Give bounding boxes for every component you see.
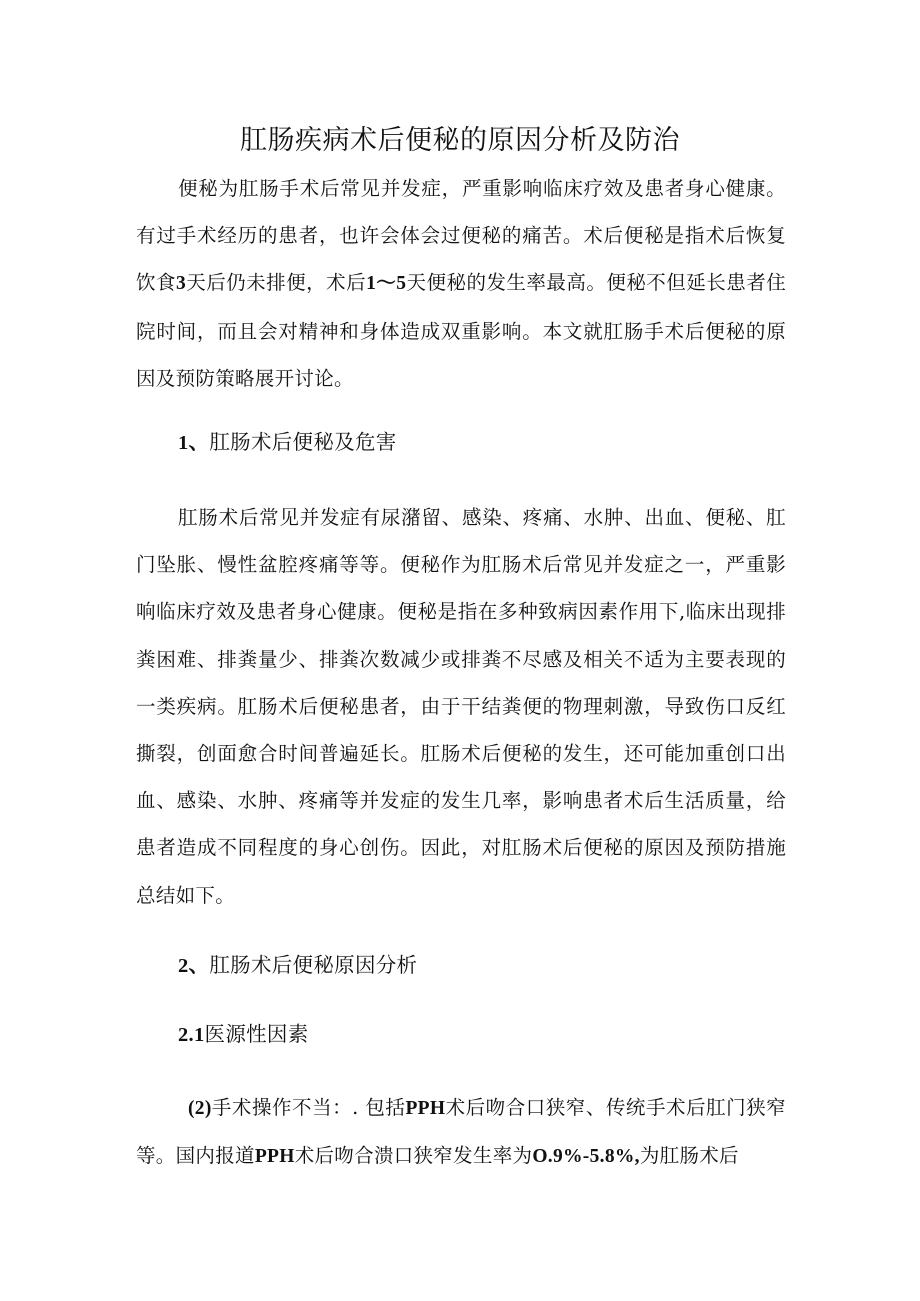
item-2-paragraph xyxy=(136,1084,786,1180)
subsection-2-1-title: 医源性因素 xyxy=(204,1022,309,1046)
subsection-2-1-heading xyxy=(178,1017,309,1047)
intro-paragraph xyxy=(136,165,786,402)
item-2-text-4: 为肛肠术后 xyxy=(639,1144,739,1168)
section-2-heading xyxy=(178,948,417,978)
item-2-text-3: 术后吻合溃口狭窄发生率为 xyxy=(294,1144,533,1168)
section-1-heading xyxy=(178,425,397,455)
item-2-pph-1: PPH xyxy=(405,1098,446,1119)
intro-text-1: 便秘为肛肠手术后常见并发症，严重影响临床疗效及患者身心健康。有过手术经历的患者，也许会体会过便秘的痛苦。术后便秘是指术后恢复饮食 xyxy=(136,177,786,295)
item-2-pph-2: PPH xyxy=(254,1146,295,1168)
intro-number-days: 3 xyxy=(175,273,187,295)
section-1-number: 1、 xyxy=(178,432,210,454)
intro-number-range: 1～5 xyxy=(366,273,407,295)
section-2-number: 2、 xyxy=(178,955,210,977)
item-2-rate: O.9%-5.8%, xyxy=(532,1146,640,1168)
item-2-number: (2) xyxy=(188,1098,212,1119)
section-1-body: 肛肠术后常见并发症有尿潴留、感染、疼痛、水肿、出血、便秘、肛门坠胀、慢性盆腔疼痛等等。便秘作为肛肠术后常见并发症之一，严重影响临床疗效及患者身心健康。便秘是指在多种致病因素作用下,临床出现排粪困难、排粪量少、排粪次数减少或排粪不尽感及相关不适为主要表现的一类疾病。肛肠术后便秘患者，由于干结粪便的物理刺激，导致伤口反红撕裂，创面愈合时间普遍延长。肛肠术后便秘的发生，还可能加重创口出血、感染、水肿、疼痛等并发症的发生几率，影响患者术后生活质量，给患者造成不同程度的身心创伤。因此，对肛肠术后便秘的原因及预防措施总结如下。 xyxy=(136,506,786,907)
intro-text-2: 天后仍未排便，术后 xyxy=(186,271,367,295)
intro-text-3: 天便秘的发生率最高。便秘不但延长患者住院时间，而且会对精神和身体造成双重影响。本文就肛肠手术后便秘的原因及预防策略展开讨论。 xyxy=(136,271,786,390)
item-2-label: 手术操作不当： xyxy=(211,1096,353,1119)
document-title: 肛肠疾病术后便秘的原因分析及防治 xyxy=(240,125,680,156)
section-1-title: 肛肠术后便秘及危害 xyxy=(209,430,397,454)
subsection-2-1-number: 2.1 xyxy=(178,1024,205,1046)
section-2-title: 肛肠术后便秘原因分析 xyxy=(209,953,418,977)
item-2-text-2: 术后吻合口狭窄、传统手术后肛门狭窄等。国内报道 xyxy=(136,1096,786,1168)
item-2-text-1: . 包括 xyxy=(352,1096,406,1119)
